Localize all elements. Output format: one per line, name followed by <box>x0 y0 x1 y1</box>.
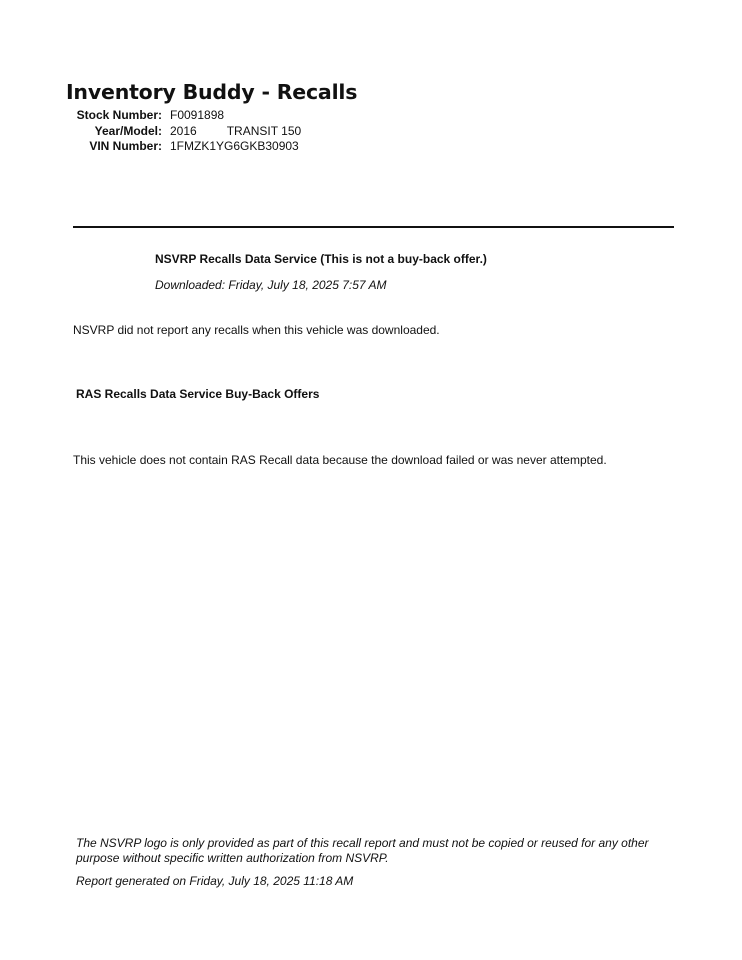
report-generated: Report generated on Friday, July 18, 2025 11:18 AM <box>76 874 354 888</box>
year-value: 2016 <box>170 123 197 138</box>
nsvrp-heading: NSVRP Recalls Data Service (This is not a buy-back offer.) <box>155 252 487 266</box>
vehicle-info <box>60 108 301 155</box>
vin-number-row <box>60 139 301 155</box>
nsvrp-downloaded: Downloaded: Friday, July 18, 2025 7:57 AM <box>155 278 387 292</box>
model-value: TRANSIT 150 <box>226 123 302 138</box>
ras-message: This vehicle does not contain RAS Recall data because the download failed or was never attempted. <box>73 453 607 467</box>
stock-number-value: F0091898 <box>170 108 225 122</box>
page-title: Inventory Buddy - Recalls <box>66 80 358 104</box>
logo-disclaimer: The NSVRP logo is only provided as part of this recall report and must not be copied or reused for any other purpose without specific written authorization from NSVRP. <box>76 836 649 865</box>
stock-number-row <box>60 108 301 124</box>
vin-number-label: VIN Number: <box>89 139 162 153</box>
vin-number-value: 1FMZK1YG6GKB30903 <box>170 139 299 153</box>
stock-number-label: Stock Number: <box>76 108 162 122</box>
section-divider <box>73 226 674 228</box>
ras-heading: RAS Recalls Data Service Buy-Back Offers <box>76 387 320 401</box>
nsvrp-message: NSVRP did not report any recalls when this vehicle was downloaded. <box>73 323 440 337</box>
year-model-label: Year/Model: <box>94 123 162 138</box>
year-model-row <box>60 124 301 140</box>
